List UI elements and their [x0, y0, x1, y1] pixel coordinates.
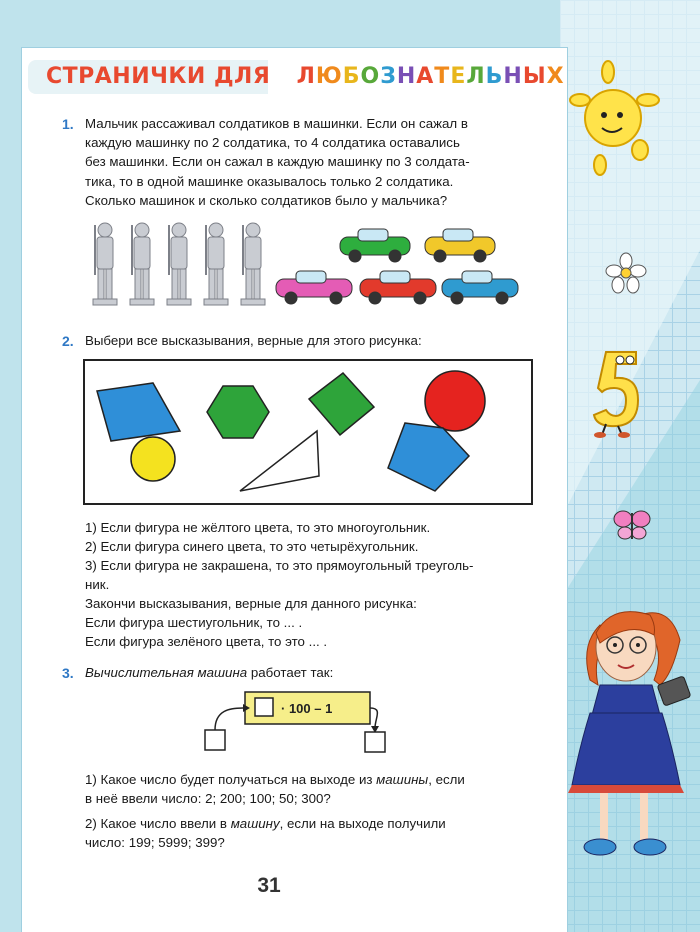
task1-text — [85, 114, 545, 210]
statement: ник. — [85, 577, 110, 592]
statement: Если фигура шестиугольник, то ... . — [85, 615, 303, 630]
number-five-character — [588, 340, 648, 440]
sun-icon — [568, 60, 678, 180]
header-title-part1: СТРАНИЧКИ ДЛЯ — [46, 64, 271, 89]
statement: 3) Если фигура не закрашена, то это прямоугольный треуголь- — [85, 558, 474, 573]
statement: Если фигура зелёного цвета, то это ... . — [85, 634, 328, 649]
task2-intro: Выбери все высказывания, верные для этого рисунка: — [85, 333, 422, 348]
flower-icon — [605, 252, 647, 294]
input-arrow — [215, 708, 243, 730]
output-arrow — [370, 708, 377, 728]
yellow-circle — [131, 437, 175, 481]
task3-questions — [85, 770, 543, 852]
q1-values: в неё ввели число: 2; 200; 100; 50; 300? — [85, 791, 331, 806]
statement: 2) Если фигура синего цвета, то это четырёхугольник. — [85, 539, 419, 554]
machine-input-square — [255, 698, 273, 716]
task3-question2 — [85, 814, 543, 833]
task1-line: тика, то в одной машинке оказывалось только 2 солдатика. — [85, 173, 454, 189]
girl-with-calculator — [560, 585, 700, 885]
soldiers-and-cars-illustration — [80, 215, 520, 315]
machine-formula: · 100 – 1 — [281, 701, 333, 716]
red-circle — [425, 371, 485, 431]
page-number: 31 — [257, 874, 281, 897]
cars-group — [276, 229, 518, 304]
output-square — [365, 732, 385, 752]
computing-machine-diagram — [195, 688, 395, 758]
q2-italic: машину — [230, 816, 280, 831]
statement: Закончи высказывания, верные для данного рисунка: — [85, 596, 417, 611]
header-title — [46, 64, 565, 89]
q1-text-end: , если — [428, 772, 465, 787]
task3-question1 — [85, 770, 543, 789]
task2-number: 2. — [62, 333, 74, 349]
soldiers-group — [93, 223, 265, 305]
task1-line: каждую машинку по 2 солдатика, то 4 солдатика оставались — [85, 135, 460, 151]
green-hexagon — [207, 386, 269, 438]
q1-text: 1) Какое число будет получаться на выходе из — [85, 772, 377, 787]
task1-line: Мальчик рассаживал солдатиков в машинки. Если он сажал в — [85, 116, 468, 131]
page-header — [28, 56, 565, 96]
shapes-svg — [85, 361, 531, 503]
task3-intro — [85, 663, 545, 682]
task3-number: 3. — [62, 665, 74, 681]
statement: 1) Если фигура не жёлтого цвета, то это многоугольник. — [85, 520, 431, 535]
shapes-figure — [83, 359, 533, 505]
q2-text-end: , если на выходе получили — [279, 816, 446, 831]
task3-intro-italic: Вычислительная машина — [85, 665, 248, 680]
q2-values: число: 199; 5999; 399? — [85, 835, 225, 850]
white-triangle — [240, 431, 319, 491]
butterfly-icon — [612, 505, 652, 545]
header-title-part2: ЛЮБОЗНАТЕЛЬНЫХ — [296, 64, 565, 89]
task1-line: Сколько машинок и сколько солдатиков было у мальчика? — [85, 192, 448, 208]
page-number-tab — [228, 862, 310, 922]
q2-text: 2) Какое число ввели в — [85, 816, 231, 831]
green-square — [309, 373, 374, 435]
blue-pentagon — [388, 423, 469, 491]
input-square — [205, 730, 225, 750]
task2-statements — [85, 518, 545, 651]
task3-intro-rest: работает так: — [247, 665, 334, 680]
task1-number: 1. — [62, 116, 74, 132]
blue-quadrilateral — [97, 383, 180, 441]
task1-line: без машинки. Если он сажал в каждую машинку по 3 солдата- — [85, 154, 470, 170]
q1-italic: машины — [376, 772, 429, 787]
